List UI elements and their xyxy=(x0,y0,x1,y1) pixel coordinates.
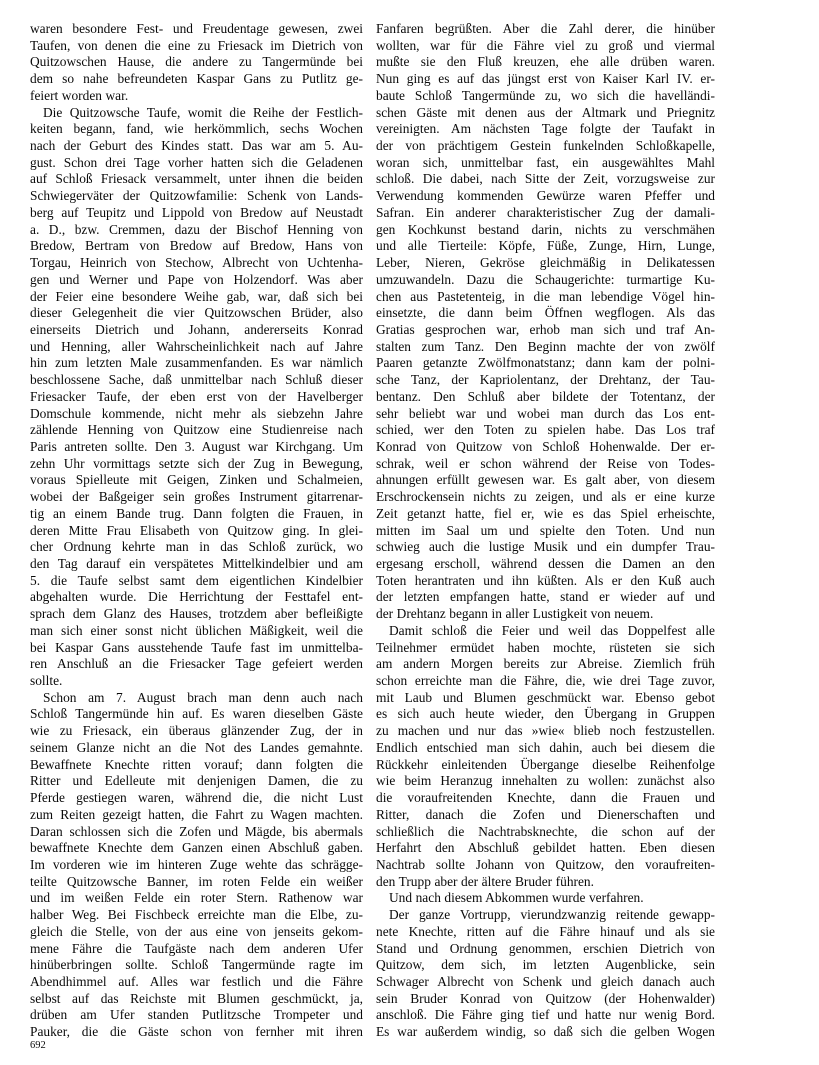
text-line: beschlossene Sache, daß unmittelbar nach Schluß dieser xyxy=(30,372,363,388)
text-line: ahnungen erfüllt gewesen war. Es galt aber, von diesem xyxy=(376,472,715,488)
text-line: wollten, war für die Fähre viel zu groß und viermal xyxy=(376,37,715,53)
text-line: ren Anschluß an die Friesacker Tage gefeiert werden xyxy=(30,656,363,672)
text-line: Daran schlossen sich die Zofen und Mägde, bis abermals xyxy=(30,823,363,839)
text-line: und im weißen Felde ein roter Stern. Rathenow war xyxy=(30,890,363,906)
paragraph xyxy=(30,690,363,1041)
text-line: zum Reiten gezeigt hatten, die Fahrt zu Wagen machten. xyxy=(30,806,363,822)
text-line: mußte sie den Fluß kreuzen, ehe alle drüben waren. xyxy=(376,54,715,70)
text-line: am andern Morgen bereits zur Abreise. Ziemlich früh xyxy=(376,656,715,672)
text-line: und alle Tierteile: Köpfe, Füße, Zunge, Hirn, Lunge, xyxy=(376,238,715,254)
text-line: Toten herantraten und ihn küßten. Als er den Kuß auch xyxy=(376,572,715,588)
text-line: Fanfaren begrüßten. Aber die Zahl derer, die hinüber xyxy=(376,21,715,36)
text-line: den Trupp aber der ältere Bruder führen. xyxy=(376,873,594,889)
text-line: anschloß. Die Fähre ging tief und hatte nur wenig Bord. xyxy=(376,1007,715,1023)
text-line: der von prächtigem Gestein funkelnden Schloßkapelle, xyxy=(376,138,715,154)
text-line: hinüberbringen sollte. Schloß Tangermünde ragte im xyxy=(30,957,363,973)
text-line: chen aus Pastetenteig, in die man lebendige Vögel hin- xyxy=(376,288,715,304)
text-line: schloß. Die dabei, nach Sitte der Zeit, vorzugsweise zur xyxy=(376,171,715,187)
text-line: sehr beliebt war und wobei man durch das Los ent- xyxy=(376,405,715,421)
text-line: abgehalten wurde. Die Herrichtung der Festtafel ent- xyxy=(30,589,363,605)
text-line: Bewaffnete Knechte ritten vorauf; dann folgten die xyxy=(30,756,363,772)
text-line: Nun ging es auf das jüngst erst von Kaiser Karl IV. er- xyxy=(376,71,715,87)
text-line: der Drehtanz begann in aller Lustigkeit von neuem. xyxy=(376,606,654,622)
text-line: einsetzte, die dann beim Öffnen wegflogen. Als das xyxy=(376,305,715,321)
text-line: dem so nahe befreundeten Kaspar Gans zu Putlitz ge- xyxy=(30,71,363,87)
text-line: selbst auf das Reichste mit Blumen geschmückt, ja, xyxy=(30,990,363,1006)
text-line: Es war außerdem windig, so daß sich die gelben Wogen xyxy=(376,1024,715,1040)
text-line: zu machen und nur das »wie« blieb noch festzustellen. xyxy=(376,723,715,739)
text-line: Herfahrt den Abschluß gebildet hatten. Eben diesen xyxy=(376,840,715,856)
text-line: Der ganze Vortrupp, vierundzwanzig reitende gewapp- xyxy=(389,907,715,923)
text-line: wie zu Friesack, ein überaus glänzender Zug, der in xyxy=(30,723,363,739)
text-line: und Henning, aller Wahrscheinlichkeit nach auf Jahre xyxy=(30,338,363,354)
text-line: 5. die Taufe selbst samt dem eigentlichen Kindelbier xyxy=(30,572,363,588)
text-line: Taufen, von denen die eine zu Friesack im Dietrich von xyxy=(30,37,363,53)
text-line: stalten zum Tanz. Den Beginn machte der von zwölf xyxy=(376,338,715,354)
text-line: Stand und Ordnung genommen, erschien Dietrich von xyxy=(376,940,715,956)
text-line: auf Schloß Friesack versammelt, unter ihnen die beiden xyxy=(30,171,363,187)
text-line: Konrad von Quitzow von Schloß Hohenwalde. Der er- xyxy=(376,438,715,454)
text-line: Schon am 7. August brach man denn auch nach xyxy=(43,689,363,705)
text-line: schwieg auch die lustige Musik und ein dumpfer Trau- xyxy=(376,539,715,555)
text-line: Paaren getanzte Zwölfmonatstanz; dann kam der polni- xyxy=(376,355,715,371)
text-line: wie beim Heranzug innehalten zu wollen: zunächst also xyxy=(376,773,715,789)
text-line: Schloß Tangermünde hin auf. Es waren dieselben Gäste xyxy=(30,706,363,722)
text-line: der letzten empfangen hatte, stand er wieder auf und xyxy=(376,589,715,605)
paragraph xyxy=(376,21,715,623)
text-line: Nachtrab sollte Johann von Quitzow, den voraufreiten- xyxy=(376,856,715,872)
text-line: Rückkehr einleitenden Übergange dieselbe Reihenfolge xyxy=(376,756,715,772)
text-line: baute Schloß Tangermünde zu, wo sich die havelländi- xyxy=(376,87,715,103)
text-line: Quitzowschen Hause, die andere zu Tangermünde bei xyxy=(30,54,363,70)
text-line: Teilnehmer ermüdet haben mochte, rüsteten sie sich xyxy=(376,639,715,655)
text-line: die voraufreitenden Knechte, dann die Frauen und xyxy=(376,790,715,806)
text-line: Verwendung kommenden Gewürze waren Pfeffer und xyxy=(376,188,715,204)
text-line: Und nach diesem Abkommen wurde verfahren. xyxy=(389,890,644,906)
text-line: waren besondere Fest- und Freudentage gewesen, zwei xyxy=(30,21,363,36)
text-line: bewaffnete Knechte dem Ganzen einen Abschluß gaben. xyxy=(30,840,363,856)
text-line: Paris antreten sollte. Den 3. August war Kirchgang. Um xyxy=(30,438,363,454)
text-line: seinem Glanze nicht an die Not des Landes gemahnte. xyxy=(30,739,363,755)
text-line: halber Weg. Bei Fischbeck erreichte man die Elbe, zu- xyxy=(30,907,363,923)
text-line: schen Gäste mit denen aus der Altmark und Priegnitz xyxy=(376,104,715,120)
text-line: wobei der Baßgeiger sein großes Instrument gitarrenar- xyxy=(30,489,363,505)
text-line: hin zum letzten Male zusammenfanden. Es war nämlich xyxy=(30,355,363,371)
text-line: schied, wer den Toten zu spielen habe. Das Los traf xyxy=(376,422,715,438)
text-line: gen und Werner und Pape von Holzendorf. Was aber xyxy=(30,271,363,287)
text-line: cher Ordnung kehrte man in das Schloß zurück, wo xyxy=(30,539,363,555)
text-line: Pferde gestiegen waren, während die, die nicht Lust xyxy=(30,790,363,806)
text-line: einerseits Dietrich und Johann, andererseits Konrad xyxy=(30,321,363,337)
text-line: Damit schloß die Feier und weil das Doppelfest alle xyxy=(389,622,715,638)
text-line: tig an einem Bande trug. Dann folgten die Frauen, in xyxy=(30,505,363,521)
text-line: Zeit getanzt hatte, fiel er, wie es das Spiel erheischte, xyxy=(376,505,715,521)
text-line: Die Quitzowsche Taufe, womit die Reihe der Festlich- xyxy=(43,104,363,120)
text-line: gust. Schon drei Tage vorher hatten sich die Geladenen xyxy=(30,154,363,170)
text-line: gen Kochkunst bestand darin, nichts zu verschmähen xyxy=(376,221,715,237)
text-line: Endlich entschied man sich dahin, auch bei diesem die xyxy=(376,739,715,755)
text-line: Schwager Albrecht von Schenk und gleich danach auch xyxy=(376,973,715,989)
text-line: Im vorderen wie im hinteren Zuge wehte das schrägge- xyxy=(30,856,363,872)
text-line: Schwiegerväter der Quitzowfamilie: Schenk von Lands- xyxy=(30,188,363,204)
text-line: Safran. Ein anderer charakteristischer Zug der damali- xyxy=(376,204,715,220)
text-line: schon erreichte man die Fähre, die, wie drei Tage zuvor, xyxy=(376,673,715,689)
text-line: berg auf Teupitz und Lippold von Bredow auf Neustadt xyxy=(30,204,363,220)
text-line: Abendhimmel auf. Alles war festlich und die Fähre xyxy=(30,973,363,989)
text-line: es sich auch heute wieder, den Übergang in Gruppen xyxy=(376,706,715,722)
text-column-right xyxy=(376,21,715,1041)
text-line: ergesang erscholl, während dessen die Damen an den xyxy=(376,556,715,571)
text-line: vereinigten. Am nächsten Tage folgte der Taufakt in xyxy=(376,121,715,137)
text-line: Ritter, danach die Zofen und Dienerschaften und xyxy=(376,806,715,822)
text-line: feiert worden war. xyxy=(30,87,129,103)
paragraph xyxy=(376,907,715,1041)
text-line: sche Tanz, der Kapriolentanz, der Drehtanz, der Tau- xyxy=(376,372,715,388)
text-line: sollte. xyxy=(30,673,63,689)
text-line: Erschrockensein nichts zu zeigen, und als er eine kurze xyxy=(376,489,715,505)
text-line: Friesacker Taufe, der eben erst von der Havelberger xyxy=(30,388,363,404)
text-line: Pauker, die die Gäste schon von fernher mit ihren xyxy=(30,1024,363,1040)
text-line: a. D., bzw. Cremmen, dazu der Bischof Henning von xyxy=(30,221,363,237)
text-line: Quitzow, dem sich, im letzten Augenblicke, sein xyxy=(376,957,715,973)
paragraph xyxy=(376,623,715,891)
text-line: der Feier eine besondere Weihe gab, war, daß sich bei xyxy=(30,288,363,304)
text-line: den Tag darauf ein verspätetes Mittelkindelbier und am xyxy=(30,556,363,571)
text-line: Gratias gesprochen war, erhob man sich und traf An- xyxy=(376,321,715,337)
text-line: mene Fähre die Taufgäste nach dem anderen Ufer xyxy=(30,940,363,956)
text-line: sein Bruder Konrad von Quitzow (der Hohenwalder) xyxy=(376,990,715,1006)
text-line: deren Mitte Frau Elisabeth von Quitzow ging. In glei- xyxy=(30,522,363,538)
text-line: schließlich die Nachtrabsknechte, die schon auf der xyxy=(376,823,715,839)
text-line: drüben am Ufer standen Putlitzsche Trompeter und xyxy=(30,1007,363,1023)
text-line: Bredow, Bertram von Bredow auf Bredow, Hans von xyxy=(30,238,363,254)
text-column-left xyxy=(30,21,363,1041)
text-line: teilte Quitzowsche Banner, im roten Felde ein weißer xyxy=(30,873,363,889)
text-line: zehn Uhr vormittags setzte sich der Zug in Bewegung, xyxy=(30,455,363,471)
text-line: Torgau, Heinrich von Stechow, Albrecht von Uchtenha- xyxy=(30,255,363,271)
text-line: nete Knechte, ritten auf die Fähre hinauf und als sie xyxy=(376,923,715,939)
text-line: zählende Henning von Quitzow eine Studienreise nach xyxy=(30,422,363,438)
paragraph xyxy=(376,890,715,907)
text-line: Leber, Nieren, Gekröse gleichmäßig in Delikatessen xyxy=(376,255,715,271)
text-line: keiten begann, fand, wie herkömmlich, sechs Wochen xyxy=(30,121,363,137)
text-line: woran sich, unmittelbar fast, ein ausgewähltes Mahl xyxy=(376,154,715,170)
paragraph xyxy=(30,21,363,105)
text-line: nach der Geburt des Kindes statt. Das war am 5. Au- xyxy=(30,138,363,154)
text-line: bentanz. Den Schluß aber bildete der Totentanz, der xyxy=(376,388,715,404)
text-line: sprach dem Glanz des Hauses, trotzdem aber befleißigte xyxy=(30,606,363,622)
text-line: Ritter und Edelleute mit denjenigen Damen, die zu xyxy=(30,773,363,789)
text-line: voraus Spielleute mit Geigen, Zinken und Schalmeien, xyxy=(30,472,363,488)
paragraph xyxy=(30,105,363,690)
page-number: 692 xyxy=(30,1040,46,1051)
text-line: dieser Gelegenheit die vier Quitzowschen Brüder, also xyxy=(30,305,363,321)
text-line: Domschule kommende, nicht mehr als siebzehn Jahre xyxy=(30,405,363,421)
text-line: gleich die Stelle, von der aus eine von jenseits gekom- xyxy=(30,923,363,939)
text-line: umzuwandeln. Dazu die Schaugerichte: turmartige Ku- xyxy=(376,271,715,287)
text-line: schrak, weil er schon während der Reise von Todes- xyxy=(376,455,715,471)
text-columns xyxy=(30,21,715,1041)
text-line: mit Laub und Blumen geschmückt war. Ebenso gebot xyxy=(376,689,715,705)
text-line: man sich einer sonst nicht üblichen Mäßigkeit, weil die xyxy=(30,622,363,638)
text-line: mitten im Saal um und spielte den Toten. Und nun xyxy=(376,522,715,538)
text-line: bei Kaspar Gans ausstehende Taufe fast im unmittelba- xyxy=(30,639,363,655)
